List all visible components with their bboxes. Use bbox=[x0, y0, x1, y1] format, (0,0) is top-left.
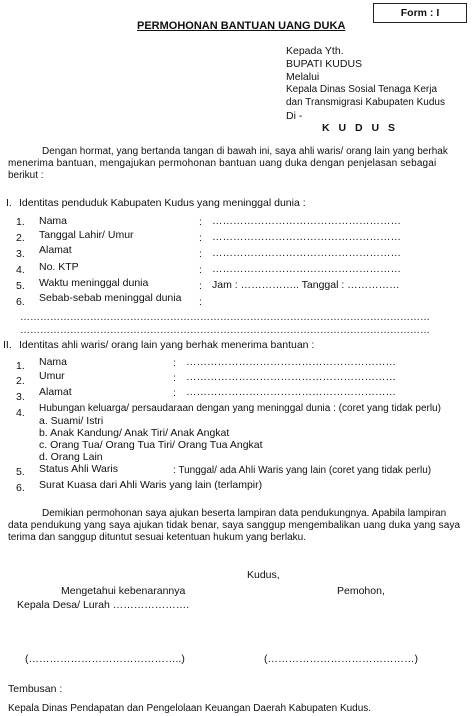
addressee-city: K U D U S bbox=[322, 122, 399, 134]
section-2-number: II. bbox=[3, 339, 12, 351]
s2-item-2-value: …………………………………………………… bbox=[186, 371, 396, 383]
s2-item-5-number: 5. bbox=[16, 466, 25, 478]
closing-line-2: data pendukung yang saya ajukan tidak benar, saya sanggup mengembalikan uang duka yang saya bbox=[8, 520, 461, 531]
s1-item-1-label: Nama bbox=[39, 215, 68, 227]
s1-item-3-label: Alamat bbox=[39, 244, 72, 256]
section-1-heading: Identitas penduduk Kabupaten Kudus yang meninggal dunia : bbox=[19, 197, 306, 209]
s1-cause-dots-2: …………………………………………………………………………………………………………… bbox=[20, 325, 430, 336]
signature-left-line: (……………………………………..) bbox=[25, 653, 185, 665]
s1-item-1-value: ……………………………………………… bbox=[212, 215, 401, 227]
s2-subitem-c: c. Orang Tua/ Orang Tua Tiri/ Orang Tua Angkat bbox=[39, 439, 263, 451]
s1-item-5-number: 5. bbox=[16, 280, 25, 292]
s2-item-1-value: …………………………………………………… bbox=[186, 356, 396, 368]
cc-line-1: Kepala Dinas Pendapatan dan Pengelolaan Keuangan Daerah Kabupaten Kudus. bbox=[8, 703, 372, 714]
s2-subitem-a: a. Suami/ Istri bbox=[39, 415, 104, 427]
signature-village-head: Kepala Desa/ Lurah …………………. bbox=[17, 599, 190, 611]
s2-item-4-number: 4. bbox=[16, 407, 25, 419]
addressee-line-1: Kepada Yth. bbox=[286, 45, 344, 57]
s1-item-3-value: ……………………………………………… bbox=[212, 247, 401, 259]
s1-item-6-number: 6. bbox=[16, 296, 25, 308]
s2-item-6-number: 6. bbox=[16, 482, 25, 494]
s2-item-3-colon: : bbox=[173, 387, 176, 399]
s2-item-2-colon: : bbox=[173, 372, 176, 384]
s1-item-5-label: Waktu meninggal dunia bbox=[39, 277, 149, 289]
s2-subitem-d: d. Orang Lain bbox=[39, 451, 103, 463]
s2-item-2-label: Umur bbox=[39, 370, 65, 382]
s1-item-2-number: 2. bbox=[16, 232, 25, 244]
s1-item-1-number: 1. bbox=[16, 216, 25, 228]
addressee-line-4: Kepala Dinas Sosial Tenaga Kerja bbox=[286, 84, 438, 95]
addressee-line-3: Melalui bbox=[286, 71, 320, 83]
addressee-line-5: dan Transmigrasi Kabupaten Kudus bbox=[286, 97, 445, 108]
section-1-number: I. bbox=[6, 197, 12, 209]
s2-item-3-label: Alamat bbox=[39, 386, 72, 398]
closing-line-1: Demikian permohonan saya ajukan beserta lampiran data pendukungnya. Apabila lampiran bbox=[42, 508, 447, 519]
s1-item-5-colon: : bbox=[199, 280, 202, 292]
s2-item-1-label: Nama bbox=[39, 356, 68, 368]
s2-subitem-b: b. Anak Kandung/ Anak Tiri/ Anak Angkat bbox=[39, 427, 230, 439]
closing-line-3: terima dan sanggup dituntut sesuai ketentuan hukum yang berlaku. bbox=[8, 532, 306, 543]
s2-item-1-colon: : bbox=[173, 357, 176, 369]
s2-item-2-number: 2. bbox=[16, 375, 25, 387]
s1-item-4-label: No. KTP bbox=[39, 261, 79, 273]
s2-item-1-number: 1. bbox=[16, 360, 25, 372]
s1-item-6-colon: : bbox=[199, 296, 202, 308]
s1-item-4-value: ……………………………………………… bbox=[212, 263, 401, 275]
s2-item-3-number: 3. bbox=[16, 391, 25, 403]
cc-label: Tembusan : bbox=[8, 683, 63, 695]
s1-item-2-value: ……………………………………………… bbox=[212, 231, 401, 243]
section-2-heading: Identitas ahli waris/ orang lain yang berhak menerima bantuan : bbox=[19, 339, 315, 351]
intro-line-3: berikut : bbox=[8, 170, 44, 181]
s1-item-3-colon: : bbox=[199, 248, 202, 260]
signature-applicant: Pemohon, bbox=[337, 585, 385, 597]
addressee-line-6: Di - bbox=[286, 110, 303, 122]
form-number-box: Form : I bbox=[373, 3, 467, 23]
s2-item-4-label: Hubungan keluarga/ persaudaraan dengan yang meninggal dunia : (coret yang tidak perlu) bbox=[39, 403, 441, 414]
s1-cause-dots-1: …………………………………………………………………………………………………………… bbox=[20, 312, 430, 323]
s1-item-6-label: Sebab-sebab meninggal dunia bbox=[39, 292, 182, 304]
signature-right-line: (……………………………………) bbox=[264, 653, 418, 665]
addressee-line-2: BUPATI KUDUS bbox=[286, 58, 363, 70]
s1-item-2-label: Tanggal Lahir/ Umur bbox=[39, 229, 134, 241]
s1-item-4-number: 4. bbox=[16, 264, 25, 276]
s1-item-5-value: Jam : …………….. Tanggal : …………… bbox=[212, 279, 400, 291]
document-title: PERMOHONAN BANTUAN UANG DUKA bbox=[137, 20, 346, 32]
intro-line-2: menerima bantuan, mengajukan permohonan bantuan uang duka dengan penjelasan sebagai bbox=[8, 158, 437, 169]
signature-place: Kudus, bbox=[247, 569, 280, 581]
s1-item-1-colon: : bbox=[199, 216, 202, 228]
s2-item-5-label: Status Ahli Waris bbox=[39, 463, 118, 475]
s2-item-3-value: …………………………………………………… bbox=[186, 386, 396, 398]
s2-item-5-value: : Tunggal/ ada Ahli Waris yang lain (coret yang tidak perlu) bbox=[173, 465, 432, 476]
s1-item-2-colon: : bbox=[199, 232, 202, 244]
s1-item-4-colon: : bbox=[199, 264, 202, 276]
s2-item-6-label: Surat Kuasa dari Ahli Waris yang lain (terlampir) bbox=[39, 479, 263, 491]
intro-line-1: Dengan hormat, yang bertanda tangan di bawah ini, saya ahli waris/ orang lain yang berhak bbox=[42, 146, 448, 157]
s1-item-3-number: 3. bbox=[16, 248, 25, 260]
signature-acknowledge: Mengetahui kebenarannya bbox=[61, 585, 186, 597]
